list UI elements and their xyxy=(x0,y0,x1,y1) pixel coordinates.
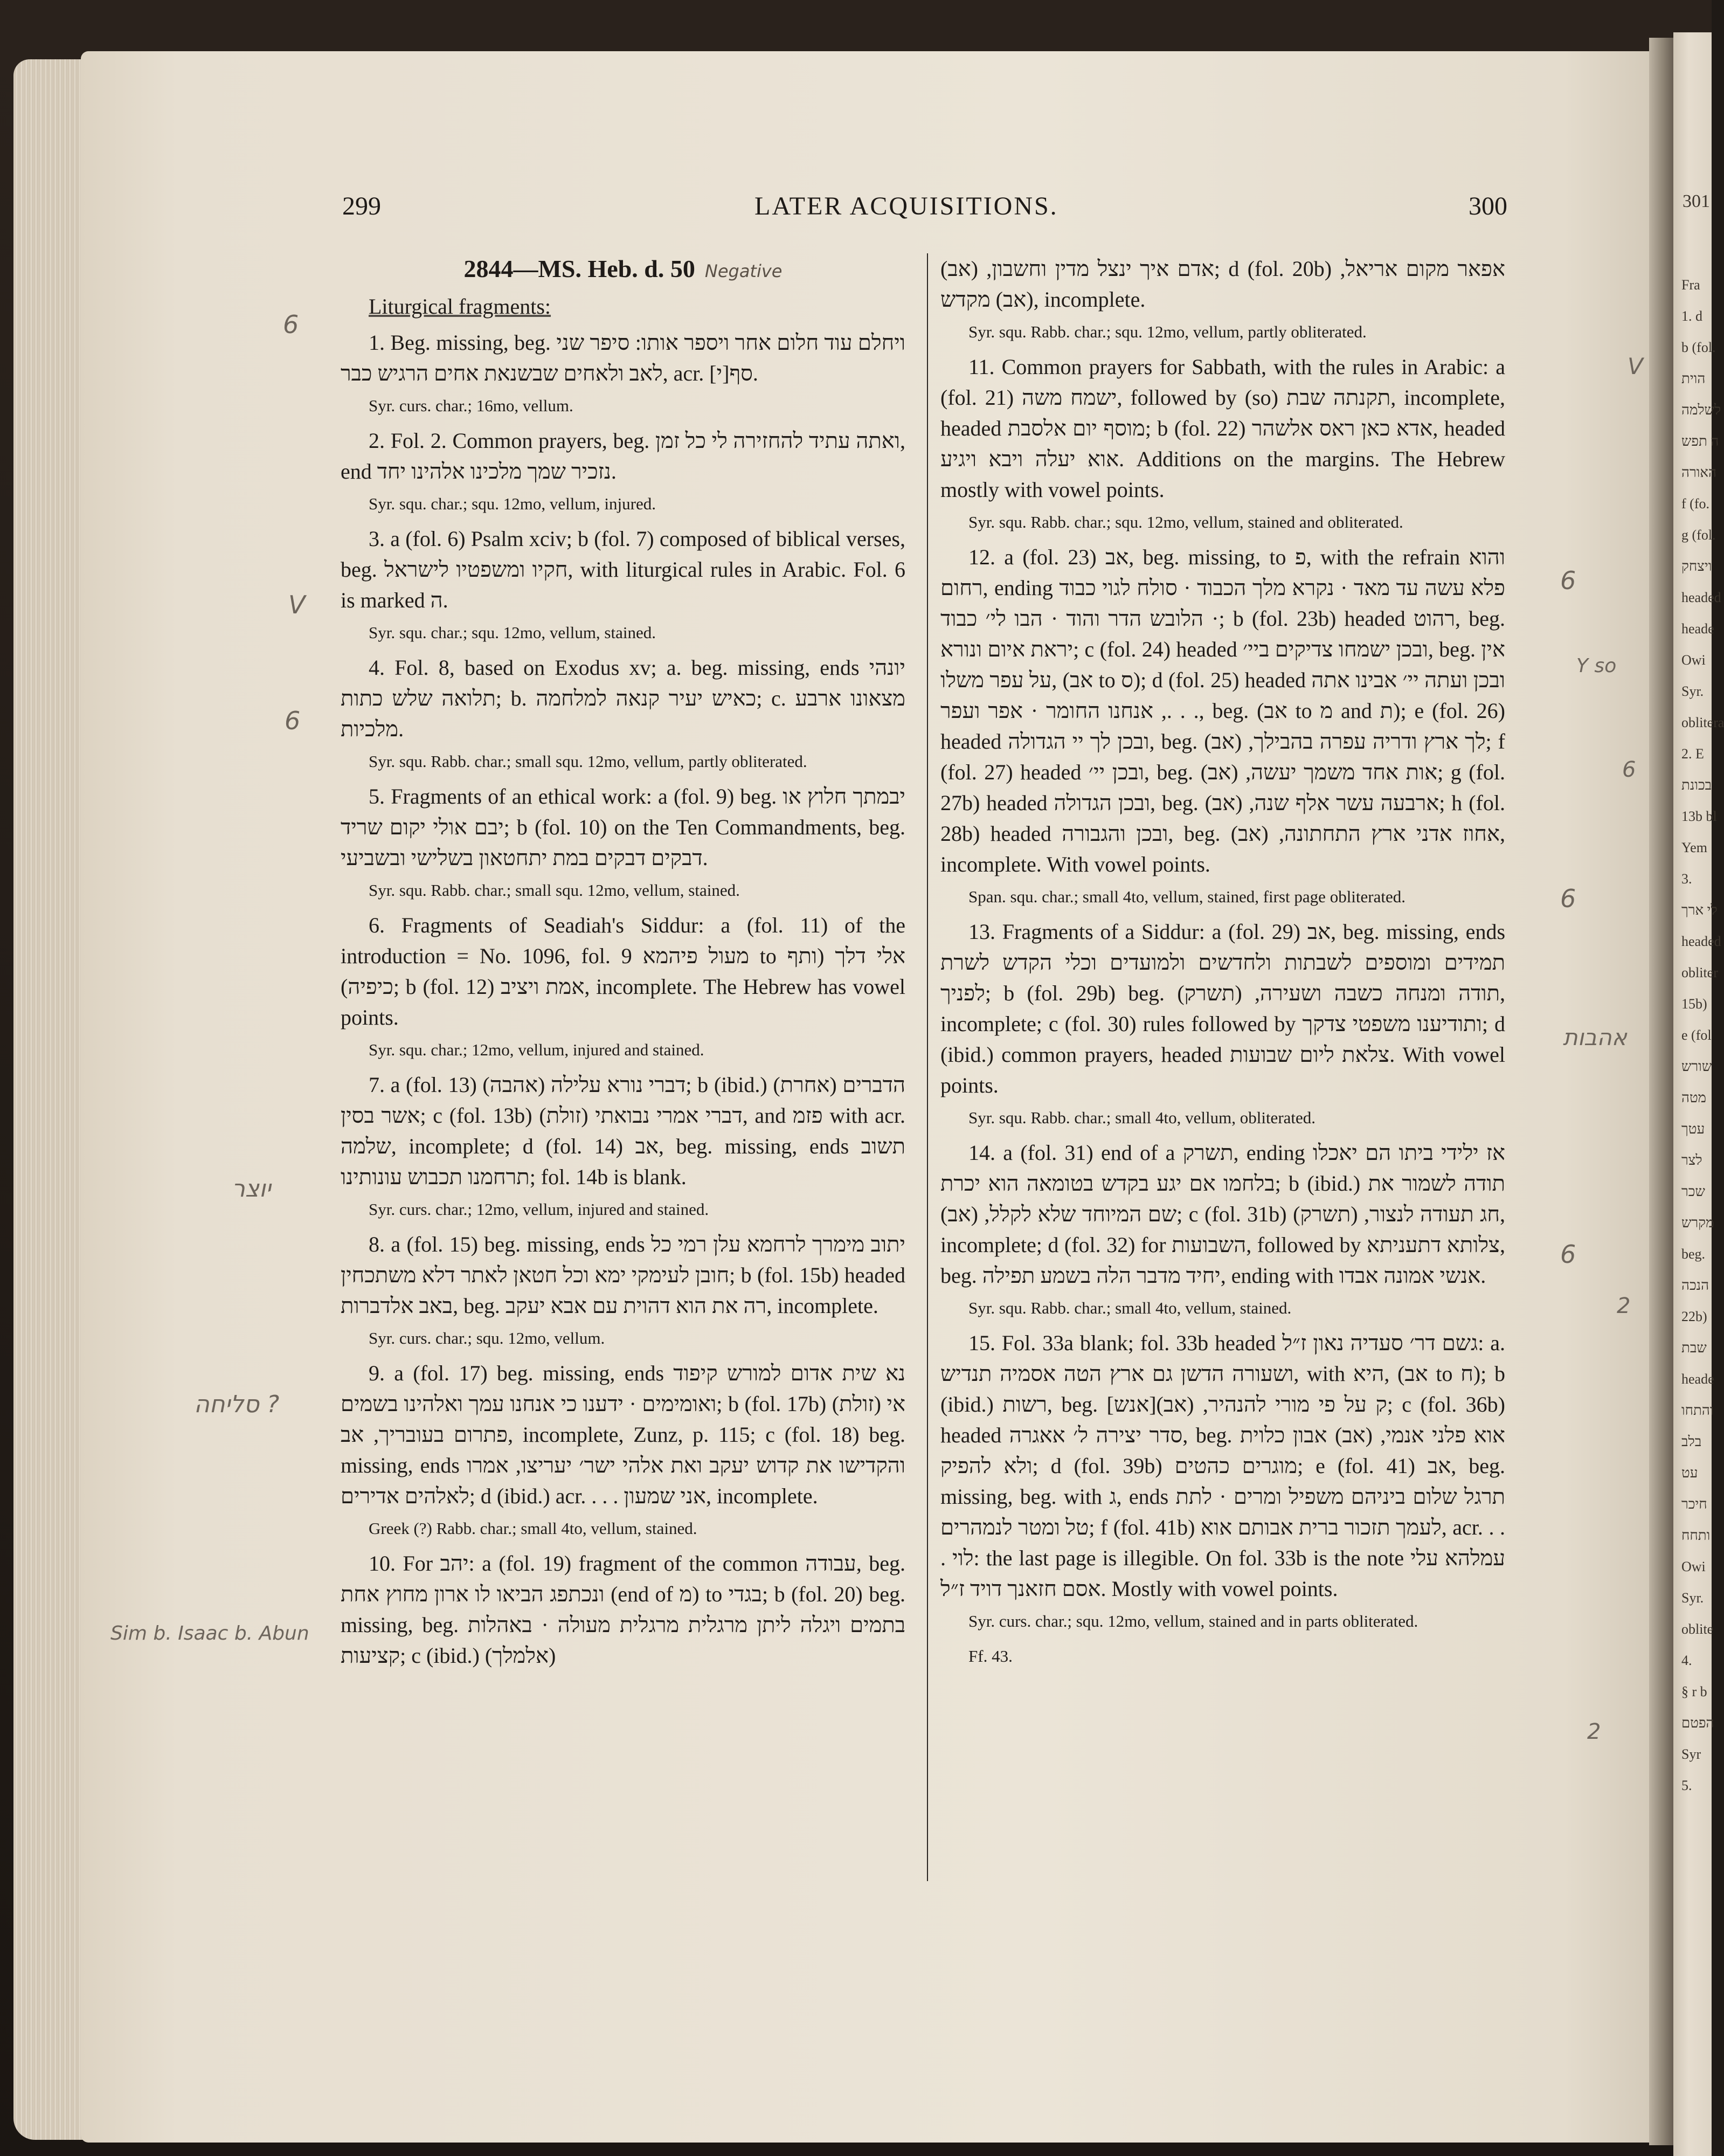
next-page-fragment: oblitera xyxy=(1681,715,1724,730)
next-page-fragment: oblite xyxy=(1681,1621,1714,1637)
entry-14: 14. a (fol. 31) end of a תשרק, ending אז ילידי ביתו הם יאכלו בלחמו אם יגע בקדש בטומאה הוא יכרת; b (ibid.) תודה לשמור את שם המיוחד שלא לקלל, (אב); c (fol. 31b) חג תעודה לנצור, (תשרק), incomplete; d (fol. 32) for השבועות, followed by צלותא דתעניתא, beg. יחיד מדבר הלה בשמע תפילה, ending with אנשי אמונה אבדו. xyxy=(940,1141,1506,1288)
next-page-fragment: הוית xyxy=(1681,371,1706,386)
next-page-fragment: עט xyxy=(1681,1465,1698,1481)
next-page-fragment: 15b) xyxy=(1681,996,1707,1012)
next-page-fragment: Syr xyxy=(1681,1746,1701,1762)
next-page-fragment: בכונת xyxy=(1681,777,1712,793)
entry-9-note: Greek (?) Rabb. char.; small 4to, vellum, stained. xyxy=(369,1519,697,1538)
entry-10: 10. For יהב: a (fol. 19) fragment of the common עבודה, beg. ונכתפג הביאו לו ארון מחוץ אחת (end of מ) to בגדי; b (fol. 20) beg. missing, beg. בתמים ויגלה ליתן מרגלית מרגלית מעולה · באהלות קציעות; c (ibid.) (אלמלך) xyxy=(341,1551,906,1668)
next-page-number: 301 xyxy=(1683,191,1710,211)
next-page-fragment: 1. d xyxy=(1681,308,1702,324)
entry-6-note: Syr. squ. char.; 12mo, vellum, injured and stained. xyxy=(369,1040,704,1059)
next-page-fragment: heade xyxy=(1681,621,1714,637)
entry-7: 7. a (fol. 13) (אהבה) דברי נורא עלילה; b (ibid.) (אחרת) הדברים אשר בסין; c (fol. 13b) (זולת) דברי אמרי נבואתי, and פזמ with acr. שלמה, incomplete; d (fol. 14) אב, beg. missing, ends תשוב תרחמנו תכבוש עונותינו; fol. 14b is blank. xyxy=(341,1073,906,1189)
next-page-fragment: חיכר xyxy=(1681,1496,1707,1512)
next-page-fragment: בלב xyxy=(1681,1434,1702,1449)
entry-10-continued: אדם איך ינצל מדין וחשבון, (אב); d (fol. 20b) אפאר מקום אריאל, (אב) מקדש, incomplete. xyxy=(940,257,1506,312)
next-page-fragment: 22b) xyxy=(1681,1309,1707,1324)
next-page-fragment: עטך xyxy=(1681,1121,1705,1137)
entry-4-note: Syr. squ. Rabb. char.; small squ. 12mo, vellum, partly obliterated. xyxy=(369,752,807,771)
next-page-fragment: 2. E xyxy=(1681,746,1704,762)
next-page-fragment: ויצחק xyxy=(1681,558,1712,574)
next-page-fragment: e (fol xyxy=(1681,1027,1712,1043)
margin-note: 6 xyxy=(283,310,299,339)
next-page-fragment: 5. xyxy=(1681,1778,1692,1793)
next-page-fragment: Syr. xyxy=(1681,1590,1704,1606)
margin-note: V xyxy=(288,590,306,619)
margin-note: אהבות xyxy=(1563,1024,1627,1051)
entry-2-note: Syr. squ. char.; squ. 12mo, vellum, injured. xyxy=(369,494,656,513)
next-page-fragment: 4. xyxy=(1681,1653,1692,1668)
entry-10-note: Syr. squ. Rabb. char.; squ. 12mo, vellum, partly obliterated. xyxy=(968,322,1367,341)
margin-note: 6 xyxy=(1622,757,1636,782)
next-page-fragment: heade xyxy=(1681,1371,1714,1387)
next-page-fragment: שכר xyxy=(1681,1184,1705,1199)
margin-note: Sim b. Isaac b. Abun xyxy=(110,1622,309,1644)
column-divider xyxy=(927,253,928,1881)
next-page-fragment: Yem xyxy=(1681,840,1707,855)
entry-13-note: Syr. squ. Rabb. char.; small 4to, vellum, obliterated. xyxy=(968,1108,1316,1127)
entry-1-note: Syr. curs. char.; 16mo, vellum. xyxy=(369,396,573,415)
entry-9: 9. a (fol. 17) beg. missing, ends נא שית אדום למורש קיפוד ואומימים · ידענו כי אנחנו עמך ואלהינו בשמים; b (fol. 17b) (זולת) אי פתרום בעובריך, אב, incomplete, Zunz, p. 115; c (fol. 18) beg. missing, ends והקדישו את קדוש יעקב ואת אלהי ישר׳ יעריצו, אמרו לאלהים אדירים; d (ibid.) acr. . . . אני שמעון, incomplete. xyxy=(341,1361,905,1508)
margin-note: 6 xyxy=(1560,884,1576,913)
entry-12-note: Span. squ. char.; small 4to, vellum, stained, first page obliterated. xyxy=(968,887,1405,906)
next-page-fragment: הפטם xyxy=(1681,1715,1714,1731)
entry-12: 12. a (fol. 23) אב, beg. missing, to פ, with the refrain והוא רחום, ending פלא עשה עד מאד · נקרא מלך הכבוד · סולח לגוי כבוד · הלובש הדר והוד · הבו לי׳ כבוד; b (fol. 23b) headed רהוט, beg. יראת איום ונורא; c (fol. 24) headed ובכן ישמחו צדיקים ביי׳, beg. אין על עפר משלו, (אב to ס); d (fol. 25) headed ובכן ועתה יי׳ אבינו אתה . . ., אנחנו החומר · אפר ועפר, beg. (אב to מ and ת); e (fol. 26) headed ובכן לך יי הגדולה, beg. לך ארץ ודריה עפרה בהבילך, (אב); f (fol. 27) headed ובכן יי׳, beg. אות אחד משמך יעשה, (אב); g (fol. 27b) headed ובכן הגדולה, beg. ארבעה עשר אלף שנה, (אב); h (fol. 28b) headed ובכן והגבורה, beg. אחוז אדני ארץ התחתונה, (אב), incomplete. With vowel points. xyxy=(940,545,1506,876)
next-page-fragment: האורה xyxy=(1681,465,1716,480)
next-page-fragment: Fra xyxy=(1681,277,1700,293)
next-page-fragment: מקרש xyxy=(1681,1215,1714,1231)
running-title: LATER ACQUISITIONS. xyxy=(754,192,1058,220)
page-number-left: 299 xyxy=(342,192,381,220)
page-number-right: 300 xyxy=(1469,192,1507,220)
entry-15: 15. Fol. 33a blank; fol. 33b headed גשם דר׳ סעדיה נאון ז״ל: a. ושעורה הדשן גם ארץ הטה אסמיה תנדיש, with היא, (אב to ח); b (ibid.) רשות, beg. [אנש]ק על פי מורי להנהיר, (אב); c (fol. 36b) headed סדר יצירה ל׳ אאגרה, beg. אוא פלני אנמי, (אב) אבון כלוית ולא להפיק; d (fol. 39b) מוגרים כהטים; e (fol. 41) אב, beg. missing, beg. with ג, ends תרגל שלום ביניהם משפיל ומרים · לתת טל ומטר לנמהרים; f (fol. 41b) לעמך תזכור ברית אבותם אוא, acr. . . . לוי: the last page is illegible. On fol. 33b is the note עמלהא עלי אסם חזאנך דויד ז״ל. Mostly with vowel points. xyxy=(940,1331,1506,1601)
next-page-fragment: obliter xyxy=(1681,965,1718,980)
entry-1: 1. Beg. missing, beg. ויחלם עוד חלום אחר ויספר אותו: סיפר שני לאב ולאחים שבשנאת אחים הרגיש כבר, acr. [י]סף. xyxy=(341,330,905,385)
next-page-fragment: ותחח xyxy=(1681,1528,1711,1543)
entry-2: 2. Fol. 2. Common prayers, beg. ואתה עתיד להחזירה לי כל זמן, end נזכיר שמך מלכינו אלהינו יחד. xyxy=(341,429,906,483)
entry-3-note: Syr. squ. char.; squ. 12mo, vellum, stained. xyxy=(369,623,656,642)
next-page-fragment: מטה xyxy=(1681,1090,1707,1105)
next-page-fragment: שורש xyxy=(1681,1059,1712,1074)
margin-note: 2 xyxy=(1587,1719,1601,1744)
entry-5-note: Syr. squ. Rabb. char.; small squ. 12mo, vellum, stained. xyxy=(369,881,740,900)
margin-note: יוצר xyxy=(232,1175,271,1203)
entry-11: 11. Common prayers for Sabbath, with the rules in Arabic: a (fol. 21) ישמח משה, followed by (so) תקנתה שבת, incomplete, headed מוסף יום אלסבת; b (fol. 22) אדא כאן ראס אלשהר, headed אוא יעלה ויבא ויגיע. Additions on the margins. The Hebrew mostly with vowel points. xyxy=(940,355,1506,502)
margin-note: Y so xyxy=(1576,655,1617,677)
next-page-fragment: לצר xyxy=(1681,1152,1702,1168)
entry-11-note: Syr. squ. Rabb. char.; squ. 12mo, vellum, stained and obliterated. xyxy=(968,513,1403,531)
next-page-fragment: headed xyxy=(1681,934,1721,949)
entry-15-note: Syr. curs. char.; squ. 12mo, vellum, stained and in parts obliterated. xyxy=(968,1612,1418,1630)
entry-8: 8. a (fol. 15) beg. missing, ends יתוב מימרך לרחמא עלן רמי כל חובן לעימקי ימא וכל חטאן לאתר דלא משתכחין; b (fol. 15b) headed באב אלדברות, beg. רה את הוא דהוית עם אבא יעקב, incomplete. xyxy=(341,1232,906,1318)
entry-7-note: Syr. curs. char.; 12mo, vellum, injured and stained. xyxy=(369,1200,709,1219)
margin-note: 6 xyxy=(1560,1240,1576,1269)
margin-note: 2 xyxy=(1617,1294,1631,1318)
next-page-fragment: b (fol. xyxy=(1681,340,1716,355)
next-page-fragment: 3. xyxy=(1681,871,1692,887)
folio-count: Ff. 43. xyxy=(968,1647,1013,1666)
next-page-fragment: Syr. xyxy=(1681,683,1704,699)
next-page-fragment: 13b bl xyxy=(1681,808,1717,824)
entry-6: 6. Fragments of Seadiah's Siddur: a (fol. 11) of the introduction = No. 1096, fol. 9 מעול פיהמא to אלי דלך (ותף כיפיה); b (fol. 12) אמת ויציב, incomplete. The Hebrew has vowel points. xyxy=(341,913,905,1029)
next-page-fragment: לי ארך xyxy=(1681,902,1718,918)
subtitle: Liturgical fragments: xyxy=(369,294,551,319)
next-page-fragment: g (fol. xyxy=(1681,527,1716,543)
next-page-fragment: לשלמה xyxy=(1681,402,1721,418)
margin-note: 6 xyxy=(1560,566,1576,595)
next-page-fragment: ה תפש xyxy=(1681,433,1719,449)
entry-13: 13. Fragments of a Siddur: a (fol. 29) אב, beg. missing, ends תמידים ומוספים לשבתות ולחדשים ולמועדים וכלי הקדש לשרת לפניך; b (fol. 29b) beg. תודה ומנחה כשבה ושעירה, (תשרק), incomplete; c (fol. 30) rules followed by ותודיענו משפטי צדקך; d (ibid.) common prayers, headed צלאת ליום שבועות. With vowel points. xyxy=(940,920,1506,1097)
margin-note: 6 xyxy=(285,706,301,735)
next-page-fragment: f (fo. xyxy=(1681,496,1709,512)
ms-shelfmark: 2844—MS. Heb. d. 50 xyxy=(463,255,695,282)
margin-note: V xyxy=(1628,353,1643,379)
next-page-fragment: § r b xyxy=(1681,1684,1707,1699)
margin-note: סליחה ? xyxy=(194,1391,280,1418)
next-page-fragment: Owi xyxy=(1681,1559,1706,1574)
next-page-fragment: הנכה xyxy=(1681,1277,1709,1293)
entry-14-note: Syr. squ. Rabb. char.; small 4to, vellum, stained. xyxy=(968,1298,1292,1317)
entry-3: 3. a (fol. 6) Psalm xciv; b (fol. 7) composed of biblical verses, beg. חקיו ומשפטיו לישראל, with liturgical rules in Arabic. Fol. 6 is marked ה. xyxy=(341,527,905,612)
entry-4: 4. Fol. 8, based on Exodus xv; a. beg. missing, ends יונהי תלואה שלש כתות; b. כאיש יעיר קנאה למלחמה; c. מצאונו ארבע מלכיות. xyxy=(341,655,906,741)
entry-5: 5. Fragments of an ethical work: a (fol. 9) beg. יבמתך חלוץ או יבם אולי יקום שריד; b (fol. 10) on the Ten Commandments, beg. דבקים דבקים במת יתחטאון בשלישי ובשביעי. xyxy=(341,784,905,870)
next-page-fragment: beg. xyxy=(1681,1246,1706,1262)
entry-8-note: Syr. curs. char.; squ. 12mo, vellum. xyxy=(369,1329,605,1348)
next-page-fragments xyxy=(1681,270,1724,1801)
next-page-fragment: Owi xyxy=(1681,652,1706,668)
ms-heading xyxy=(341,253,905,287)
next-page-fragment: שבת xyxy=(1681,1340,1707,1356)
left-column xyxy=(341,253,905,1671)
next-page-fragment: והתחו xyxy=(1681,1402,1714,1418)
right-column xyxy=(940,253,1505,1671)
handwritten-annotation: Negative xyxy=(704,261,783,281)
next-page-fragment: headed xyxy=(1681,590,1721,605)
